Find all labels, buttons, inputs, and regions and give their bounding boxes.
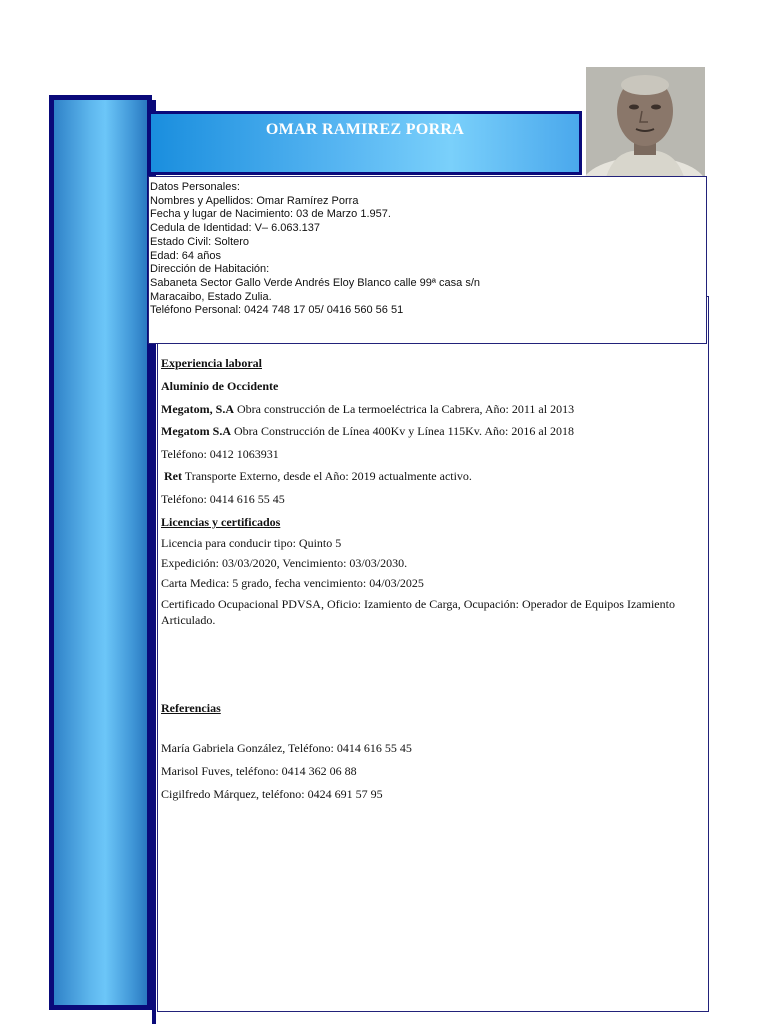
personal-line: Dirección de Habitación: xyxy=(150,263,270,276)
experience-job-1 xyxy=(161,402,574,417)
candidate-name: OMAR RAMIREZ PORRA xyxy=(265,121,465,138)
name-banner xyxy=(148,111,582,175)
personal-line: Teléfono Personal: 0424 748 17 05/ 0416 560 56 51 xyxy=(150,304,404,317)
license-line-1: Licencia para conducir tipo: Quinto 5 xyxy=(161,536,342,550)
license-line-3: Carta Medica: 5 grado, fecha vencimiento: 04/03/2025 xyxy=(161,576,424,590)
personal-line: Fecha y lugar de Nacimiento: 03 de Marzo 1.957. xyxy=(150,208,391,221)
license-line-4: Certificado Ocupacional PDVSA, Oficio: Izamiento de Carga, Ocupación: Operador de Equipos Izamiento Articulado. xyxy=(161,597,675,627)
job-2-detail: Obra Construcción de Línea 400Kv y Línea 115Kv. Año: 2016 al 2018 xyxy=(230,424,575,438)
experience-company: Aluminio de Occidente xyxy=(161,379,279,393)
personal-line: Cedula de Identidad: V– 6.063.137 xyxy=(150,222,321,235)
personal-data-box xyxy=(148,176,707,344)
job-2-company: Megatom S.A xyxy=(161,424,231,438)
left-decorative-bar xyxy=(49,95,152,1010)
reference-1: María Gabriela González, Teléfono: 0414 616 55 45 xyxy=(161,741,412,755)
person-photo-icon xyxy=(586,67,705,177)
personal-line: Estado Civil: Soltero xyxy=(150,235,250,248)
experience-job-3 xyxy=(164,469,472,484)
personal-line: Edad: 64 años xyxy=(150,249,221,262)
license-line-2: Expedición: 03/03/2020, Vencimiento: 03/03/2030. xyxy=(161,556,408,570)
personal-line: Sabaneta Sector Gallo Verde Andrés Eloy Blanco calle 99ª casa s/n xyxy=(150,276,480,289)
job-1-company: Megatom, S.A xyxy=(161,402,234,416)
personal-line: Maracaibo, Estado Zulia. xyxy=(150,290,272,303)
experience-heading: Experiencia laboral xyxy=(161,356,262,370)
job-1-detail: Obra construcción de La termoeléctrica la Cabrera, Año: 2011 al 2013 xyxy=(233,402,575,416)
experience-phone-1: Teléfono: 0412 1063931 xyxy=(161,447,279,461)
reference-3: Cigilfredo Márquez, teléfono: 0424 691 57 95 xyxy=(161,787,383,801)
experience-phone-2: Teléfono: 0414 616 55 45 xyxy=(161,492,285,506)
reference-2: Marisol Fuves, teléfono: 0414 362 06 88 xyxy=(161,764,357,778)
licenses-heading: Licencias y certificados xyxy=(161,515,281,529)
personal-line: Nombres y Apellidos: Omar Ramírez Porra xyxy=(150,194,359,207)
references-heading: Referencias xyxy=(161,701,221,715)
job-3-company: Ret xyxy=(164,469,182,483)
experience-job-2 xyxy=(161,424,574,439)
personal-line: Datos Personales: xyxy=(150,181,240,193)
job-3-detail: Transporte Externo, desde el Año: 2019 actualmente activo. xyxy=(182,469,472,483)
